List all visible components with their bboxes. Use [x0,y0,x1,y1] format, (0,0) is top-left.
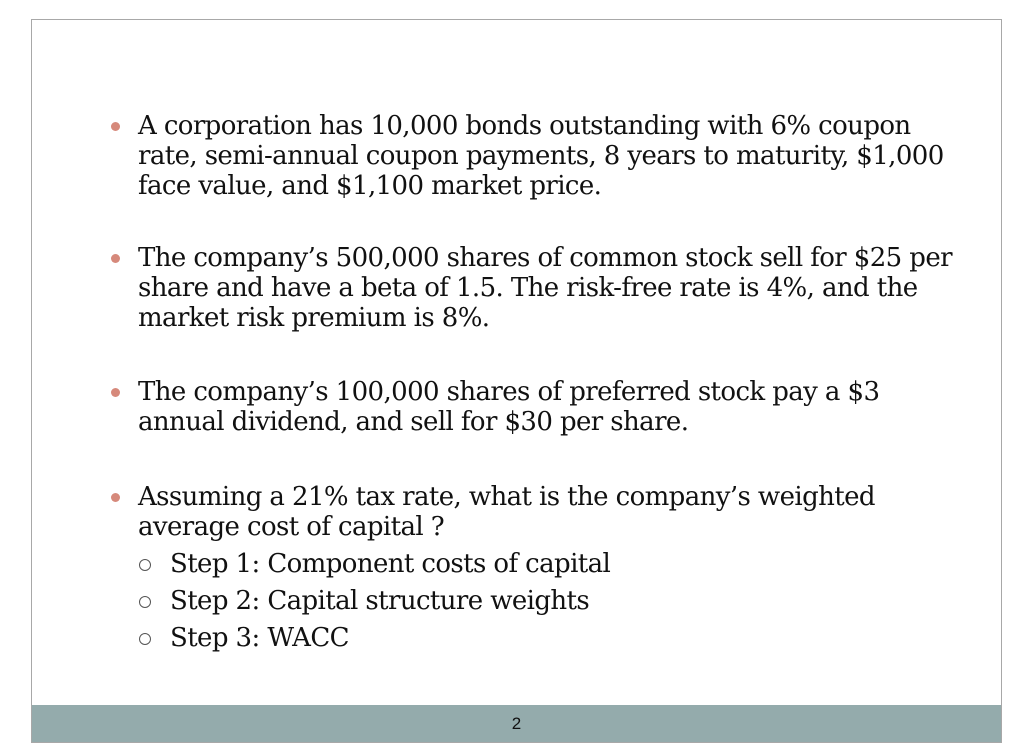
step-text: Step 1: Component costs of capital [170,549,611,579]
bullet-bonds [138,111,968,201]
slide-content [32,20,1001,706]
bullet-text: The company’s 100,000 shares of preferred stock pay a $3 annual dividend, and sell for $30 per share. [138,377,880,437]
bullet-preferred-stock [138,377,968,437]
bullet-dot-icon [111,122,120,131]
step-text: Step 2: Capital structure weights [170,586,590,616]
bullet-dot-icon [111,254,120,263]
bullet-common-stock [138,243,968,333]
step-text: Step 3: WACC [170,623,349,653]
hollow-circle-bullet-icon [139,633,151,645]
hollow-circle-bullet-icon [139,559,151,571]
step-item [138,623,968,653]
bullet-text: A corporation has 10,000 bonds outstanding with 6% coupon rate, semi-annual coupon payments, 8 years to maturity, $1,000 face value, and $1,100 market price. [138,111,944,201]
bullet-wacc-question [138,482,968,653]
footer-bar [32,705,1001,742]
slide [31,19,1002,743]
hollow-circle-bullet-icon [139,596,151,608]
bullet-dot-icon [111,388,120,397]
step-item [138,549,968,579]
page-number: 2 [511,714,522,733]
bullet-text: The company’s 500,000 shares of common stock sell for $25 per share and have a beta of 1.5. The risk-free rate is 4%, and the market risk premium is 8%. [138,243,952,333]
step-item [138,586,968,616]
bullet-dot-icon [111,493,120,502]
bullet-text: Assuming a 21% tax rate, what is the company’s weighted average cost of capital ? [138,482,875,542]
